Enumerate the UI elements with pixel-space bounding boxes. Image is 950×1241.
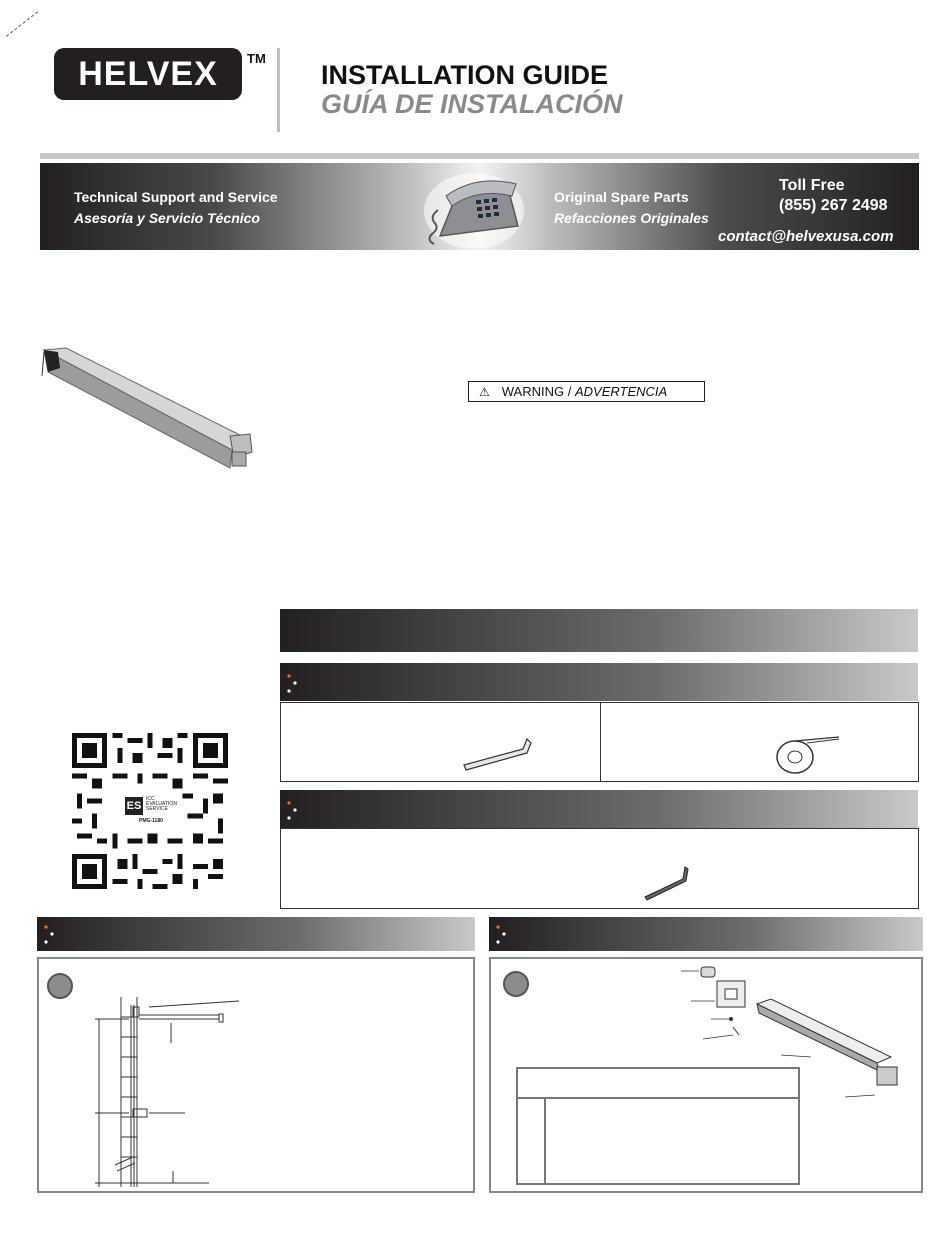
- assembly-panel: [489, 957, 923, 1193]
- telephone-icon: [416, 166, 528, 248]
- title-spanish: GUÍA DE INSTALACIÓN: [321, 89, 623, 119]
- assembly-header-bar: [489, 917, 923, 951]
- warning-triangle-icon: ⚠: [479, 384, 490, 399]
- logo-text: HELVEX: [78, 54, 218, 93]
- bullet-dots-icon: [286, 673, 300, 695]
- allen-key-icon: [643, 863, 695, 903]
- warning-es: ADVERTENCIA: [574, 384, 668, 399]
- step-marker: [47, 973, 73, 999]
- top-rule: [40, 153, 919, 159]
- included-box: [280, 828, 919, 909]
- parts-en: Original Spare Parts: [554, 189, 689, 205]
- es-badge-line3: SERVICE: [146, 806, 168, 812]
- allen-key-icon: [461, 737, 533, 773]
- trademark: TM: [247, 51, 266, 66]
- bullet-dots-icon: [43, 924, 57, 946]
- section-header-bar: [280, 609, 918, 652]
- support-es: Asesoría y Servicio Técnico: [74, 210, 260, 226]
- helvex-logo: [54, 48, 242, 100]
- bullet-dots-icon: [286, 800, 300, 822]
- es-badge-text: [146, 797, 177, 812]
- support-en: Technical Support and Service: [74, 189, 278, 205]
- tool-box-tape: [600, 702, 919, 782]
- tools-header-bar: [280, 663, 918, 701]
- teflon-tape-icon: [773, 731, 843, 779]
- toll-free-number: (855) 267 2498: [779, 197, 888, 214]
- warning-en: WARNING: [501, 384, 565, 399]
- title-english: INSTALLATION GUIDE: [321, 60, 608, 90]
- parts-es: Refacciones Originales: [554, 210, 709, 226]
- included-header-bar: [280, 790, 918, 828]
- rough-in-panel: [37, 957, 475, 1193]
- rough-in-header-bar: [37, 917, 475, 951]
- bullet-dots-icon: [495, 924, 509, 946]
- es-badge-line1: ICC: [146, 796, 155, 802]
- shower-arm-product-image: [40, 340, 255, 470]
- crop-mark: [6, 11, 57, 61]
- warning-label: [468, 381, 705, 402]
- warning-separator: /: [564, 384, 575, 399]
- tool-box-allen: [280, 702, 601, 782]
- rough-in-diagram: [89, 987, 289, 1187]
- parts-table-column-rule: [544, 1099, 546, 1183]
- step-marker: [503, 971, 529, 997]
- es-badge: ES: [125, 797, 143, 815]
- es-badge-code: PMG-1180: [139, 818, 163, 824]
- toll-free-label: Toll Free: [779, 177, 845, 194]
- header-divider: [277, 48, 280, 132]
- exploded-parts-diagram: [681, 959, 921, 1119]
- es-badge-line2: EVALUATION: [146, 801, 177, 807]
- contact-email[interactable]: contact@helvexusa.com: [718, 228, 894, 245]
